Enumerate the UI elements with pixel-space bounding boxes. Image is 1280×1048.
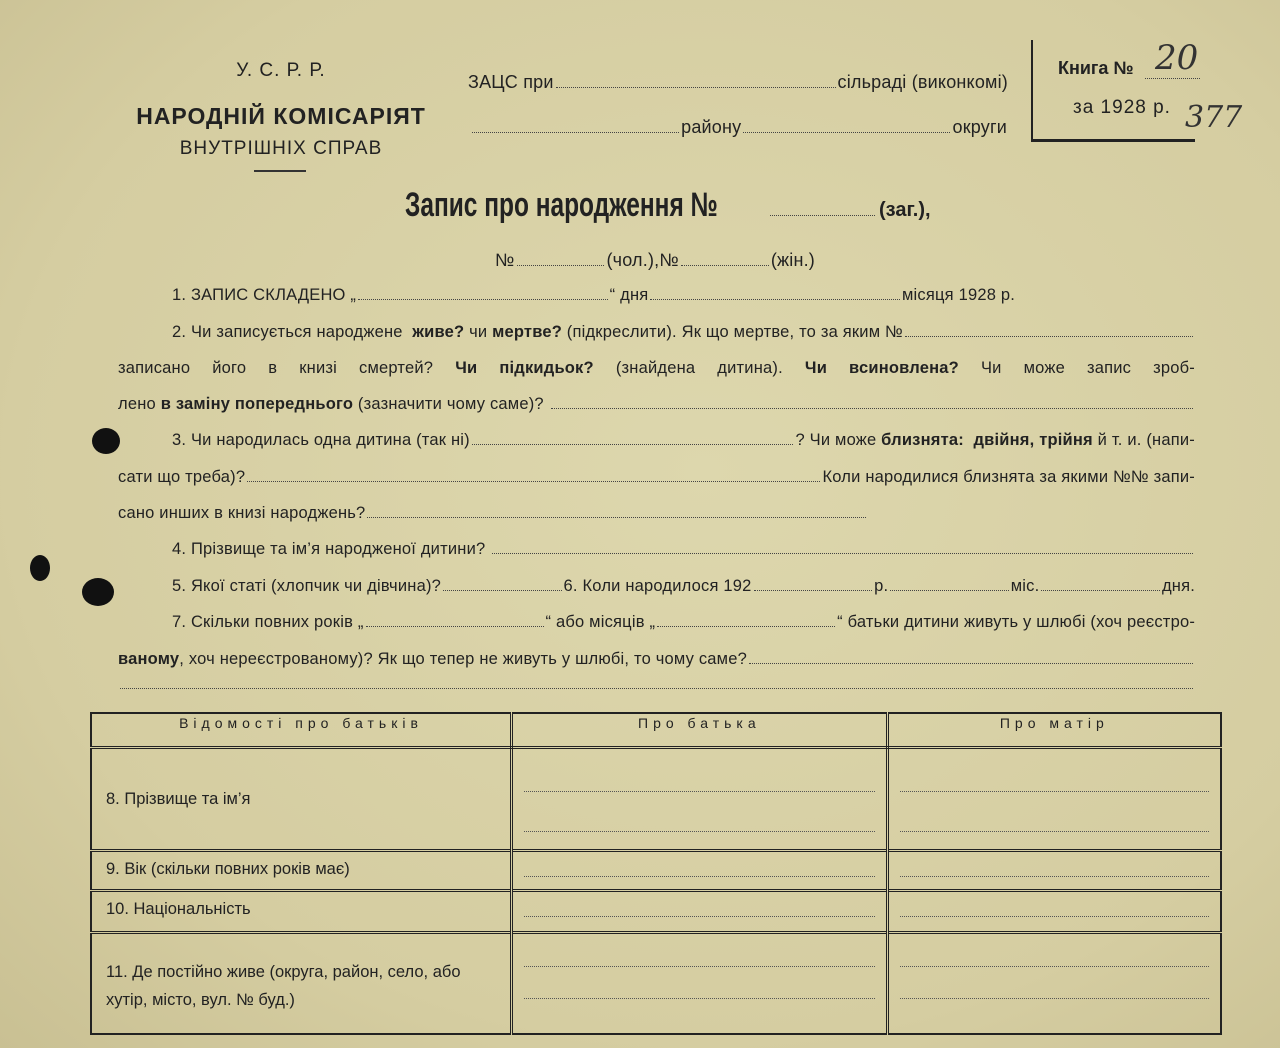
form-text: місяця 1928 р. (902, 286, 1016, 304)
table-row (91, 748, 1221, 851)
form-text: лено (118, 395, 161, 413)
ministry-name: НАРОДНІЙ КОМІСАРІЯТ (136, 103, 426, 129)
blank-field[interactable] (1041, 589, 1160, 591)
form-text: , хоч нереєстрованому)? Як що тепер не живуть у шлюбі, то чому саме? (179, 650, 747, 668)
book-number-handwritten: 20 (1155, 38, 1199, 78)
form-text: чи (464, 323, 493, 341)
form-line-8 (172, 540, 1195, 559)
form-line-2 (172, 323, 1195, 342)
book-box-bottom (1031, 139, 1195, 142)
general-number-field[interactable] (770, 215, 875, 216)
form-text: (знайдена дитина). (593, 359, 805, 377)
blank-field[interactable] (120, 687, 1193, 689)
father-name-cell[interactable] (512, 748, 888, 851)
form-line-5 (172, 431, 1195, 450)
mother-nationality-cell[interactable] (887, 891, 1221, 933)
form-text: міс. (1010, 577, 1040, 595)
parents-table (90, 712, 1222, 1035)
form-title (405, 186, 945, 225)
ink-stain (30, 555, 50, 581)
ink-stain (82, 578, 114, 606)
zags-prefix: ЗАЦС при (468, 72, 554, 92)
form-text: й т. и. (напи- (1092, 431, 1195, 449)
record-number-handwritten: 377 (1185, 100, 1243, 135)
general-label: (заг.), (879, 199, 931, 221)
form-text: дня. (1161, 577, 1195, 595)
form-text: (підкреслити). Як що мертве, то за яким № (562, 323, 903, 341)
female-number-field[interactable] (681, 264, 769, 266)
row-label: 10. Національність (91, 891, 512, 933)
mother-residence-cell[interactable] (887, 933, 1221, 1035)
male-number-field[interactable] (517, 264, 605, 266)
mother-name-cell[interactable] (887, 748, 1221, 851)
header-rule (254, 170, 306, 172)
okruga-field[interactable] (743, 131, 950, 133)
blank-field[interactable] (358, 298, 608, 300)
form-line-11 (118, 650, 1195, 669)
bold-text: в заміну попереднього (160, 395, 354, 413)
ink-stain (92, 428, 120, 454)
row-label: 11. Де постійно живе (округа, район, село, або хутір, місто, вул. № буд.) (91, 933, 512, 1035)
form-text: 6. Коли народилося 192 (563, 577, 752, 595)
form-text: (зазначити чому саме)? (353, 395, 549, 413)
blank-field[interactable] (905, 335, 1193, 337)
num-label: № (495, 250, 515, 270)
ministry-subtitle: ВНУТРІШНІХ СПРАВ (179, 138, 383, 159)
gender-number-line (495, 250, 815, 271)
book-field (1145, 78, 1200, 79)
blank-field[interactable] (492, 552, 1193, 554)
num-label: № (659, 250, 679, 270)
form-text: сано инших в книзі народжень? (118, 504, 366, 522)
bold-text: живе? (412, 323, 465, 341)
okruga-label: округи (952, 117, 1007, 137)
district-field[interactable] (472, 131, 679, 133)
year-label: за 1928 р. (1073, 97, 1171, 118)
form-line-10 (172, 613, 1195, 632)
form-text: 4. Прізвище та ім’я народженої дитини? (172, 540, 491, 558)
female-label: (жін.) (770, 250, 815, 270)
form-line-9 (172, 577, 1195, 596)
form-text: 7. Скільки повних років „ (172, 613, 364, 631)
form-line-6 (118, 468, 1195, 487)
col-header-mother: Про матір (887, 713, 1221, 748)
bold-text: Чи підкидьок? (455, 359, 594, 377)
form-text: Чи може запис зроб- (958, 359, 1195, 377)
state-name: У. С. Р. Р. (236, 60, 326, 81)
form-line-7 (118, 504, 868, 523)
blank-field[interactable] (367, 516, 866, 518)
blank-field[interactable] (890, 589, 1009, 591)
table-row (91, 933, 1221, 1035)
form-text: 1. ЗАПИС СКЛАДЕНО „ (172, 286, 357, 304)
form-line-3 (118, 359, 1195, 378)
form-text: “ або місяців „ (545, 613, 656, 631)
district-label: району (681, 117, 742, 137)
bold-text: близнята: двійня, трійня (881, 431, 1093, 449)
district-line (470, 117, 1007, 138)
row-label: 9. Вік (скільки повних років має) (91, 851, 512, 891)
zags-line (468, 72, 1008, 93)
form-text: 3. Чи народилась одна дитина (так ні) (172, 431, 470, 449)
blank-field[interactable] (551, 407, 1193, 409)
bold-text: мертве? (492, 323, 562, 341)
blank-field[interactable] (650, 298, 900, 300)
blank-field[interactable] (657, 625, 835, 627)
bold-text: ваному (118, 650, 180, 668)
form-text: “ дня (609, 286, 649, 304)
form-line-1 (172, 286, 1015, 305)
blank-field[interactable] (754, 589, 873, 591)
form-text: р. (874, 577, 889, 595)
blank-field[interactable] (247, 480, 820, 482)
form-text: 5. Якої статі (хлопчик чи дівчина)? (172, 577, 442, 595)
father-age-cell[interactable] (512, 851, 888, 891)
form-text: Коли народилися близнята за якими №№ запи- (822, 468, 1195, 486)
form-text: сати що треба)? (118, 468, 246, 486)
zags-field[interactable] (556, 86, 836, 88)
father-residence-cell[interactable] (512, 933, 888, 1035)
book-box-left (1031, 40, 1033, 141)
row-label: 8. Прізвище та ім’я (91, 748, 512, 851)
male-label: (чол.), (606, 250, 660, 270)
book-label: Книга № (1058, 58, 1134, 78)
form-text: “ батьки дитини живуть у шлюбі (хоч реєстро- (837, 613, 1196, 631)
blank-field[interactable] (366, 625, 544, 627)
col-header-father: Про батька (512, 713, 888, 748)
form-text: 2. Чи записується народжене (172, 323, 413, 341)
title-text: Запис про народження № (405, 186, 718, 224)
form-line-12 (118, 687, 1195, 689)
form-text: записано його в книзі смертей? (118, 359, 456, 377)
blank-field[interactable] (443, 589, 562, 591)
col-header-parents: Відомості про батьків (91, 713, 512, 748)
bold-text: Чи всиновлена? (804, 359, 959, 377)
zags-suffix: сільраді (виконкомі) (837, 72, 1008, 92)
mother-age-cell[interactable] (887, 851, 1221, 891)
father-nationality-cell[interactable] (512, 891, 888, 933)
table-row (91, 891, 1221, 933)
table-row (91, 851, 1221, 891)
form-text: ? Чи може (795, 431, 882, 449)
blank-field[interactable] (749, 662, 1193, 664)
blank-field[interactable] (472, 443, 794, 445)
form-line-4 (118, 395, 1195, 414)
